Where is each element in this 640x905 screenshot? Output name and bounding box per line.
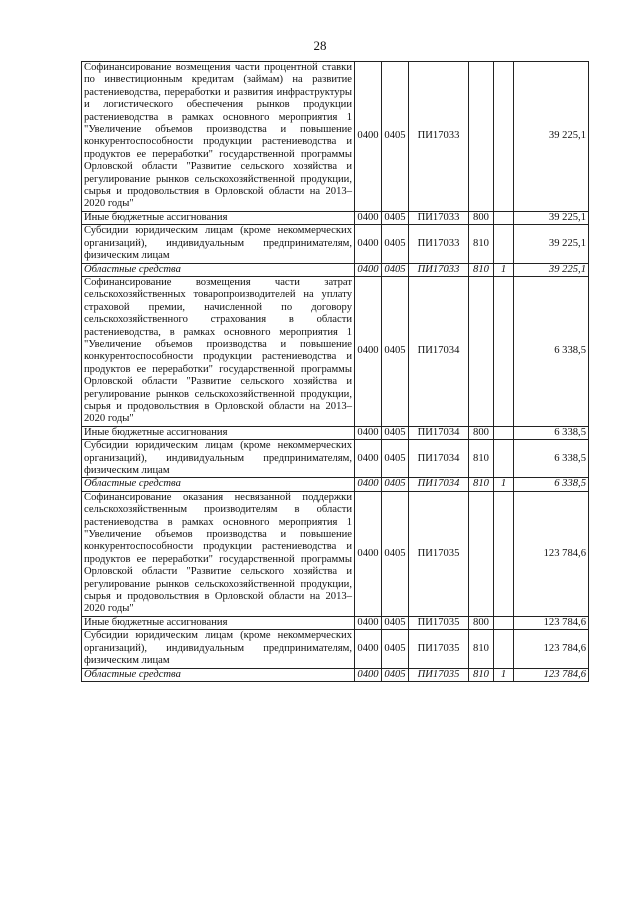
table-row bbox=[82, 426, 589, 439]
cell-description: Субсидии юридическим лицам (кроме некоммерческих организаций), индивидуальным предпринимателям, физическим лицам bbox=[82, 440, 355, 478]
table-row bbox=[82, 263, 589, 276]
cell-target-article: ПИ17033 bbox=[409, 225, 469, 263]
cell-description: Субсидии юридическим лицам (кроме некоммерческих организаций), индивидуальным предпринимателям, физическим лицам bbox=[82, 630, 355, 668]
table-row bbox=[82, 630, 589, 668]
cell-expense-type: 810 bbox=[469, 263, 494, 276]
cell-description: Областные средства bbox=[82, 478, 355, 491]
cell-expense-type bbox=[469, 62, 494, 212]
cell-subsection: 0405 bbox=[382, 426, 409, 439]
cell-section: 0400 bbox=[355, 276, 382, 426]
cell-amount: 123 784,6 bbox=[514, 630, 589, 668]
cell-funding-source bbox=[494, 491, 514, 616]
cell-amount: 123 784,6 bbox=[514, 491, 589, 616]
table-row bbox=[82, 668, 589, 681]
cell-target-article: ПИ17033 bbox=[409, 211, 469, 224]
cell-target-article: ПИ17033 bbox=[409, 263, 469, 276]
cell-amount: 39 225,1 bbox=[514, 211, 589, 224]
cell-subsection: 0405 bbox=[382, 225, 409, 263]
cell-funding-source bbox=[494, 225, 514, 263]
cell-section: 0400 bbox=[355, 211, 382, 224]
budget-table bbox=[81, 61, 589, 682]
cell-amount: 123 784,6 bbox=[514, 668, 589, 681]
cell-expense-type: 800 bbox=[469, 426, 494, 439]
table-row bbox=[82, 225, 589, 263]
cell-expense-type: 810 bbox=[469, 630, 494, 668]
cell-section: 0400 bbox=[355, 491, 382, 616]
cell-target-article: ПИ17034 bbox=[409, 478, 469, 491]
cell-expense-type: 810 bbox=[469, 668, 494, 681]
cell-target-article: ПИ17034 bbox=[409, 440, 469, 478]
cell-description: Иные бюджетные ассигнования bbox=[82, 616, 355, 629]
cell-description: Софинансирование возмещения части процентной ставки по инвестиционным кредитам (займам) на развитие растениеводства, переработки и развития инфраструктуры и логистического обеспечения рынков продукции растениеводства в рамках основного мероприятия 1 "Увеличение объемов производства и повышение конкурентоспособности продукции растениеводства и продуктов ее переработки" государственной программы Орловской области "Развитие сельского хозяйства и регулирование рынков сельскохозяйственной продукции, сырья и продовольствия в Орловской области на 2013–2020 годы" bbox=[82, 62, 355, 212]
cell-subsection: 0405 bbox=[382, 668, 409, 681]
cell-amount: 39 225,1 bbox=[514, 225, 589, 263]
cell-subsection: 0405 bbox=[382, 491, 409, 616]
cell-target-article: ПИ17035 bbox=[409, 491, 469, 616]
table-row bbox=[82, 62, 589, 212]
cell-section: 0400 bbox=[355, 426, 382, 439]
cell-target-article: ПИ17034 bbox=[409, 426, 469, 439]
cell-funding-source bbox=[494, 426, 514, 439]
cell-section: 0400 bbox=[355, 263, 382, 276]
cell-section: 0400 bbox=[355, 225, 382, 263]
table-row bbox=[82, 440, 589, 478]
cell-amount: 6 338,5 bbox=[514, 276, 589, 426]
cell-section: 0400 bbox=[355, 616, 382, 629]
cell-section: 0400 bbox=[355, 630, 382, 668]
cell-description: Областные средства bbox=[82, 263, 355, 276]
cell-subsection: 0405 bbox=[382, 616, 409, 629]
cell-section: 0400 bbox=[355, 62, 382, 212]
cell-funding-source bbox=[494, 62, 514, 212]
table-row bbox=[82, 491, 589, 616]
cell-funding-source: 1 bbox=[494, 263, 514, 276]
cell-subsection: 0405 bbox=[382, 62, 409, 212]
cell-subsection: 0405 bbox=[382, 211, 409, 224]
cell-expense-type: 810 bbox=[469, 440, 494, 478]
table-row bbox=[82, 616, 589, 629]
cell-expense-type: 810 bbox=[469, 225, 494, 263]
cell-expense-type: 800 bbox=[469, 211, 494, 224]
cell-description: Иные бюджетные ассигнования bbox=[82, 211, 355, 224]
cell-funding-source bbox=[494, 276, 514, 426]
cell-funding-source bbox=[494, 211, 514, 224]
cell-description: Областные средства bbox=[82, 668, 355, 681]
cell-section: 0400 bbox=[355, 478, 382, 491]
table-row bbox=[82, 276, 589, 426]
cell-funding-source bbox=[494, 630, 514, 668]
cell-amount: 6 338,5 bbox=[514, 426, 589, 439]
cell-target-article: ПИ17034 bbox=[409, 276, 469, 426]
table-row bbox=[82, 478, 589, 491]
cell-amount: 123 784,6 bbox=[514, 616, 589, 629]
table-body bbox=[82, 62, 589, 682]
cell-description: Иные бюджетные ассигнования bbox=[82, 426, 355, 439]
cell-amount: 6 338,5 bbox=[514, 440, 589, 478]
cell-description: Софинансирование возмещения части затрат сельскохозяйственных товаропроизводителей на уплату страховой премии, начисленной по договору сельскохозяйственного страхования в области растениеводства, в рамках основного мероприятия 1 "Увеличение объемов производства и повышение конкурентоспособности продукции растениеводства и продуктов ее переработки" государственной программы Орловской области "Развитие сельского хозяйства и регулирование рынков сельскохозяйственной продукции, сырья и продовольствия в Орловской области на 2013–2020 годы" bbox=[82, 276, 355, 426]
cell-section: 0400 bbox=[355, 668, 382, 681]
cell-funding-source: 1 bbox=[494, 668, 514, 681]
cell-funding-source bbox=[494, 440, 514, 478]
cell-subsection: 0405 bbox=[382, 630, 409, 668]
cell-expense-type: 800 bbox=[469, 616, 494, 629]
cell-section: 0400 bbox=[355, 440, 382, 478]
cell-amount: 39 225,1 bbox=[514, 62, 589, 212]
cell-target-article: ПИ17035 bbox=[409, 668, 469, 681]
cell-subsection: 0405 bbox=[382, 440, 409, 478]
cell-target-article: ПИ17033 bbox=[409, 62, 469, 212]
cell-expense-type: 810 bbox=[469, 478, 494, 491]
cell-target-article: ПИ17035 bbox=[409, 630, 469, 668]
cell-description: Софинансирование оказания несвязанной поддержки сельскохозяйственным производителям в области растениеводства в рамках основного мероприятия 1 "Увеличение объемов производства и повышение конкурентоспособности продукции растениеводства и продуктов ее переработки" государственной программы Орловской области "Развитие сельского хозяйства и регулирование рынков сельскохозяйственной продукции, сырья и продовольствия в Орловской области на 2013–2020 годы" bbox=[82, 491, 355, 616]
cell-expense-type bbox=[469, 276, 494, 426]
cell-expense-type bbox=[469, 491, 494, 616]
page-number: 28 bbox=[313, 38, 327, 53]
cell-description: Субсидии юридическим лицам (кроме некоммерческих организаций), индивидуальным предпринимателям, физическим лицам bbox=[82, 225, 355, 263]
cell-funding-source: 1 bbox=[494, 478, 514, 491]
cell-subsection: 0405 bbox=[382, 276, 409, 426]
cell-subsection: 0405 bbox=[382, 263, 409, 276]
cell-amount: 39 225,1 bbox=[514, 263, 589, 276]
cell-funding-source bbox=[494, 616, 514, 629]
cell-subsection: 0405 bbox=[382, 478, 409, 491]
table-row bbox=[82, 211, 589, 224]
cell-amount: 6 338,5 bbox=[514, 478, 589, 491]
cell-target-article: ПИ17035 bbox=[409, 616, 469, 629]
